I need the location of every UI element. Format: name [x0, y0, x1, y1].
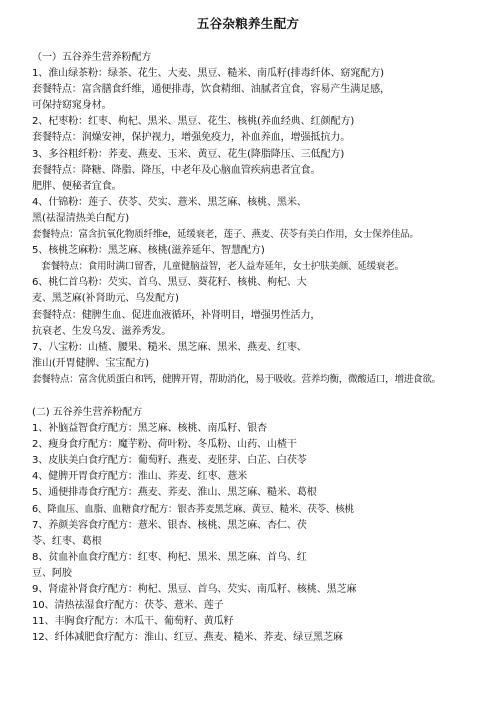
body-line: 肥胖、便秘者宜食。 [32, 180, 122, 192]
recipe-line: 11、丰胸食疗配方：木瓜干、葡萄籽、黄瓜籽 [32, 616, 234, 628]
body-line: 套餐特点：健脾生血、促进血液循环，补肾明目，增强男性活力， [32, 309, 321, 321]
body-line: 黑(祛湿清热美白配方) [32, 212, 130, 224]
body-line: 套餐特点：降糖、降脂、降压，中老年及心脑血管疾病患者宜食。 [32, 164, 321, 176]
body-line: 可保持窈窕身材。 [32, 100, 112, 112]
recipe-line: 3、皮肤美白食疗配方：葡萄籽、燕麦、麦胚芽、白芷、白茯苓 [32, 455, 307, 467]
recipe-line: 9、肾虚补肾食疗配方：枸杞、黑豆、首乌、芡实、南瓜籽、核桃、黑芝麻 [32, 584, 357, 595]
body-line: 4、什锦粉：莲子、茯苓、芡实、薏米、黑芝麻、核桃、黑米、 [32, 196, 307, 208]
recipe-line: 8、贫血补血食疗配方：红枣、枸杞、黑米、黑芝麻、首乌、红 [32, 551, 307, 563]
body-line: 套餐特点：润燥安神，保护视力，增强免疫力，补血养血，增强抵抗力。 [32, 132, 351, 144]
recipe-line: 12、纤体减肥食疗配方：淮山、红豆、燕麦、糙米、荞麦、绿豆黑芝麻 [32, 632, 343, 644]
body-line: 套餐特点：富含优质蛋白和钙，健脾开胃，帮助消化，易于吸收。营养均衡，微酸适口，增进食欲。 [32, 373, 441, 385]
body-line: 套餐特点：富含膳食纤维，通便排毒，饮食精细、油腻者宜食，容易产生满足感， [32, 84, 390, 96]
recipe-line: 2、瘦身食疗配方：魔芋粉、荷叶粉、冬瓜粉、山药、山楂干 [32, 439, 297, 451]
body-line: 套餐特点：食用时满口留香，儿童健脑益智，老人益寿延年，女士护肤美颜、延缓衰老。 [32, 261, 404, 273]
recipe-line: 6、降血压、血脂、血糖食疗配方：银杏荞麦黑芝麻、黄豆、糙米、茯苓、核桃 [32, 503, 354, 515]
document-title: 五谷杂粮养生配方 [196, 16, 300, 31]
document-body [32, 50, 472, 646]
recipe-line: 10、清热祛湿食疗配方：茯苓、薏米、莲子 [32, 600, 224, 612]
body-line: 淮山(开胃健脾、宝宝配方) [32, 357, 149, 369]
recipe-line: 苓、红枣、葛根 [32, 535, 102, 547]
body-line: 7、八宝粉：山楂、腰果、糙米、黑芝麻、黑米、燕麦、红枣、 [32, 341, 307, 353]
recipe-line: 1、补脑益智食疗配方：黑芝麻、核桃、南瓜籽、银杏 [32, 423, 267, 435]
section-spacer [32, 388, 472, 405]
section-heading: （一）五谷养生营养粉配方 [32, 52, 152, 63]
recipe-line: 4、健脾开胃食疗配方：淮山、荞麦、红枣、薏米 [32, 471, 248, 483]
body-line: 6、桃仁首乌粉：芡实、首乌、黑豆、葵花籽、核桃、枸杞、大 [32, 277, 307, 289]
section-heading: (二) 五谷养生营养粉配方 [32, 406, 143, 418]
recipe-line: 5、通便排毒食疗配方：燕麦、荞麦、淮山、黑芝麻、糙米、葛根 [32, 487, 317, 499]
body-line: 1、淮山绿茶粉：绿茶、花生、大麦、黑豆、糙米、南瓜籽(排毒纤体、窈窕配方) [32, 68, 384, 80]
body-line: 2、杞枣粉：红枣、枸杞、黑米、黑豆、花生、核桃(养血经典、红颜配方) [32, 116, 355, 128]
body-line: 5、核桃芝麻粉：黑芝麻、核桃(滋养延年、智慧配方) [32, 245, 265, 257]
recipe-line: 豆、阿胶 [32, 567, 72, 579]
body-line: 套餐特点：富含抗氧化物质纤维e，延缓衰老，莲子、燕麦、茯苓有美白作用，女士保养佳品。 [32, 229, 419, 241]
body-line: 3、多谷粗纤粉：荞麦、燕麦、玉米、黄豆、花生(降脂降压、三低配方) [32, 148, 345, 160]
body-line: 抗衰老、生发乌发、滋养秀发。 [32, 325, 172, 337]
body-line: 麦、黑芝麻(补肾助元、乌发配方) [32, 293, 179, 305]
recipe-line: 7、养颜美容食疗配方：薏米、银杏、核桃、黑芝麻、杏仁、茯 [32, 519, 307, 531]
